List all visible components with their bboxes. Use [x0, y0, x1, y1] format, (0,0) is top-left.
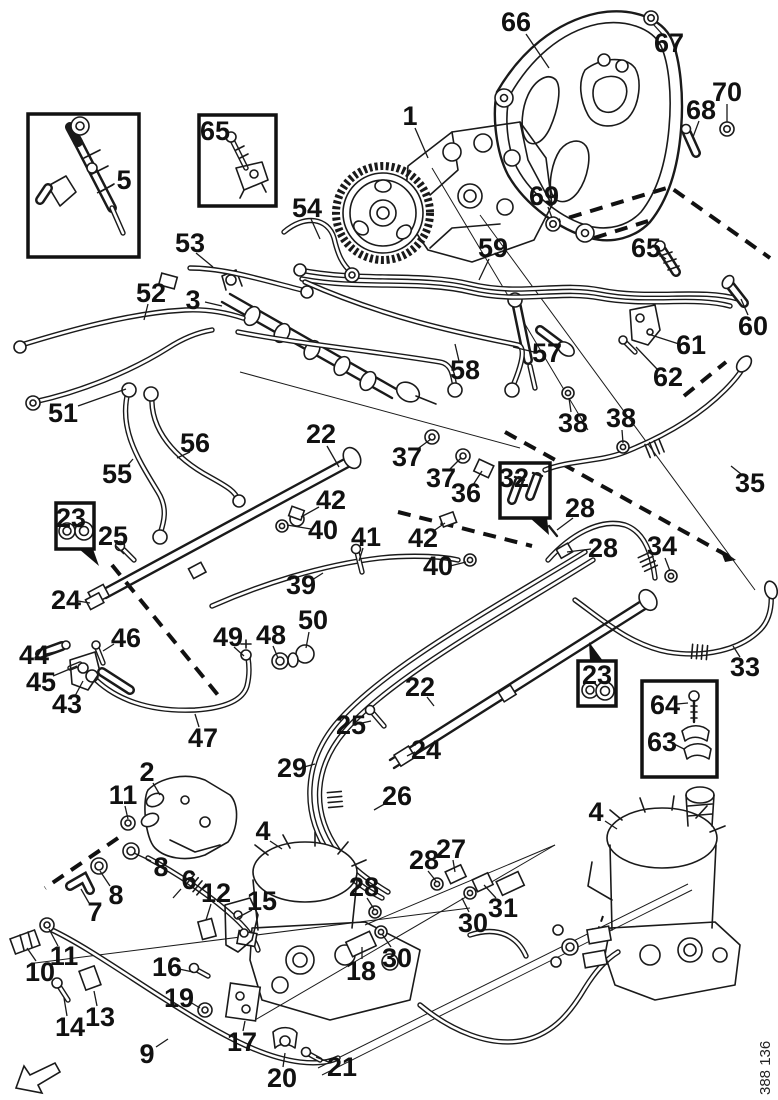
- callout-3: 3: [185, 285, 201, 315]
- callout-8: 8: [108, 880, 124, 910]
- callout-28: 28: [564, 493, 596, 523]
- callout-23: 23: [581, 660, 613, 690]
- callout-5: 5: [116, 165, 132, 195]
- callout-27: 27: [435, 834, 467, 864]
- callout-65: 65: [630, 233, 662, 263]
- callout-40: 40: [307, 515, 339, 545]
- callout-8: 8: [153, 852, 169, 882]
- direction-arrow: [16, 1063, 60, 1093]
- callout-24: 24: [410, 735, 442, 765]
- callout-1: 1: [402, 101, 418, 131]
- callout-7: 7: [87, 897, 103, 927]
- callout-22: 22: [404, 672, 436, 702]
- callout-6: 6: [181, 865, 197, 895]
- callout-37: 37: [391, 442, 423, 472]
- callout-55: 55: [101, 459, 133, 489]
- drawing-number: 388 136: [757, 1040, 774, 1095]
- inset-clamp-63-64-art: [682, 691, 711, 759]
- callout-33: 33: [729, 652, 761, 682]
- callout-64: 64: [649, 690, 681, 720]
- inset-injector-art: [40, 117, 123, 233]
- callout-4: 4: [255, 816, 271, 846]
- callout-42: 42: [315, 485, 347, 515]
- callout-13: 13: [84, 1002, 116, 1032]
- callout-34: 34: [646, 531, 678, 561]
- ref-box-pointer-seals-23-left: [79, 549, 99, 566]
- callout-25: 25: [335, 710, 367, 740]
- callout-15: 15: [246, 886, 278, 916]
- callout-46: 46: [110, 623, 142, 653]
- callout-30: 30: [381, 943, 413, 973]
- right-filter-art: [551, 787, 740, 1000]
- callout-67: 67: [653, 28, 685, 58]
- leader-line-1: [415, 128, 428, 158]
- callout-16: 16: [151, 952, 183, 982]
- callout-31: 31: [487, 893, 519, 923]
- callout-41: 41: [350, 522, 382, 552]
- callout-38: 38: [605, 403, 637, 433]
- callout-22: 22: [305, 419, 337, 449]
- callout-12: 12: [200, 878, 232, 908]
- callout-61: 61: [675, 330, 707, 360]
- callout-53: 53: [174, 228, 206, 258]
- callout-51: 51: [47, 398, 79, 428]
- callout-66: 66: [500, 7, 532, 37]
- callout-21: 21: [326, 1052, 358, 1082]
- leader-line-45: [53, 666, 77, 676]
- callout-63: 63: [646, 727, 678, 757]
- callout-4: 4: [588, 797, 604, 827]
- callout-28: 28: [348, 872, 380, 902]
- callout-40: 40: [422, 551, 454, 581]
- callout-39: 39: [285, 570, 317, 600]
- callout-62: 62: [652, 362, 684, 392]
- callout-2: 2: [139, 757, 155, 787]
- callout-68: 68: [685, 95, 717, 125]
- callout-48: 48: [255, 620, 287, 650]
- callout-42: 42: [407, 523, 439, 553]
- callout-11: 11: [49, 941, 79, 971]
- leader-line-9: [156, 1039, 168, 1047]
- callout-28: 28: [587, 533, 619, 563]
- callout-10: 10: [24, 957, 56, 987]
- callout-25: 25: [97, 521, 129, 551]
- callout-44: 44: [18, 640, 50, 670]
- callout-65: 65: [199, 116, 231, 146]
- callout-36: 36: [450, 478, 482, 508]
- callout-24: 24: [50, 585, 82, 615]
- pipe-39: [212, 556, 458, 606]
- callout-38: 38: [557, 408, 589, 438]
- leader-line-3: [205, 302, 222, 306]
- callout-49: 49: [212, 622, 244, 652]
- callout-14: 14: [54, 1012, 86, 1042]
- callout-56: 56: [179, 428, 211, 458]
- callout-60: 60: [737, 311, 769, 341]
- callout-23: 23: [55, 503, 87, 533]
- callout-37: 37: [425, 463, 457, 493]
- callout-18: 18: [345, 956, 377, 986]
- callout-11: 11: [108, 780, 138, 810]
- callout-19: 19: [163, 983, 195, 1013]
- callout-26: 26: [381, 781, 413, 811]
- callout-30: 30: [457, 908, 489, 938]
- callout-58: 58: [449, 355, 481, 385]
- callout-57: 57: [531, 338, 563, 368]
- callout-47: 47: [187, 723, 219, 753]
- callout-59: 59: [477, 233, 509, 263]
- callout-29: 29: [276, 753, 308, 783]
- callout-50: 50: [297, 605, 329, 635]
- callout-32: 32: [498, 463, 530, 493]
- callout-52: 52: [135, 278, 167, 308]
- callout-20: 20: [266, 1063, 298, 1093]
- callout-54: 54: [291, 193, 323, 223]
- callout-28: 28: [408, 845, 440, 875]
- callout-35: 35: [734, 468, 766, 498]
- leader-line-51: [78, 389, 126, 406]
- callout-43: 43: [51, 689, 83, 719]
- inset-bolt-65-art: [226, 132, 268, 198]
- ref-box-pointer-seals-23-right: [589, 642, 603, 661]
- callout-9: 9: [139, 1039, 155, 1069]
- leader-line-6: [173, 889, 181, 898]
- callout-45: 45: [25, 667, 57, 697]
- callout-17: 17: [226, 1027, 258, 1057]
- callout-70: 70: [711, 77, 743, 107]
- callout-69: 69: [528, 181, 560, 211]
- ref-box-pointer-seals-32: [530, 518, 549, 535]
